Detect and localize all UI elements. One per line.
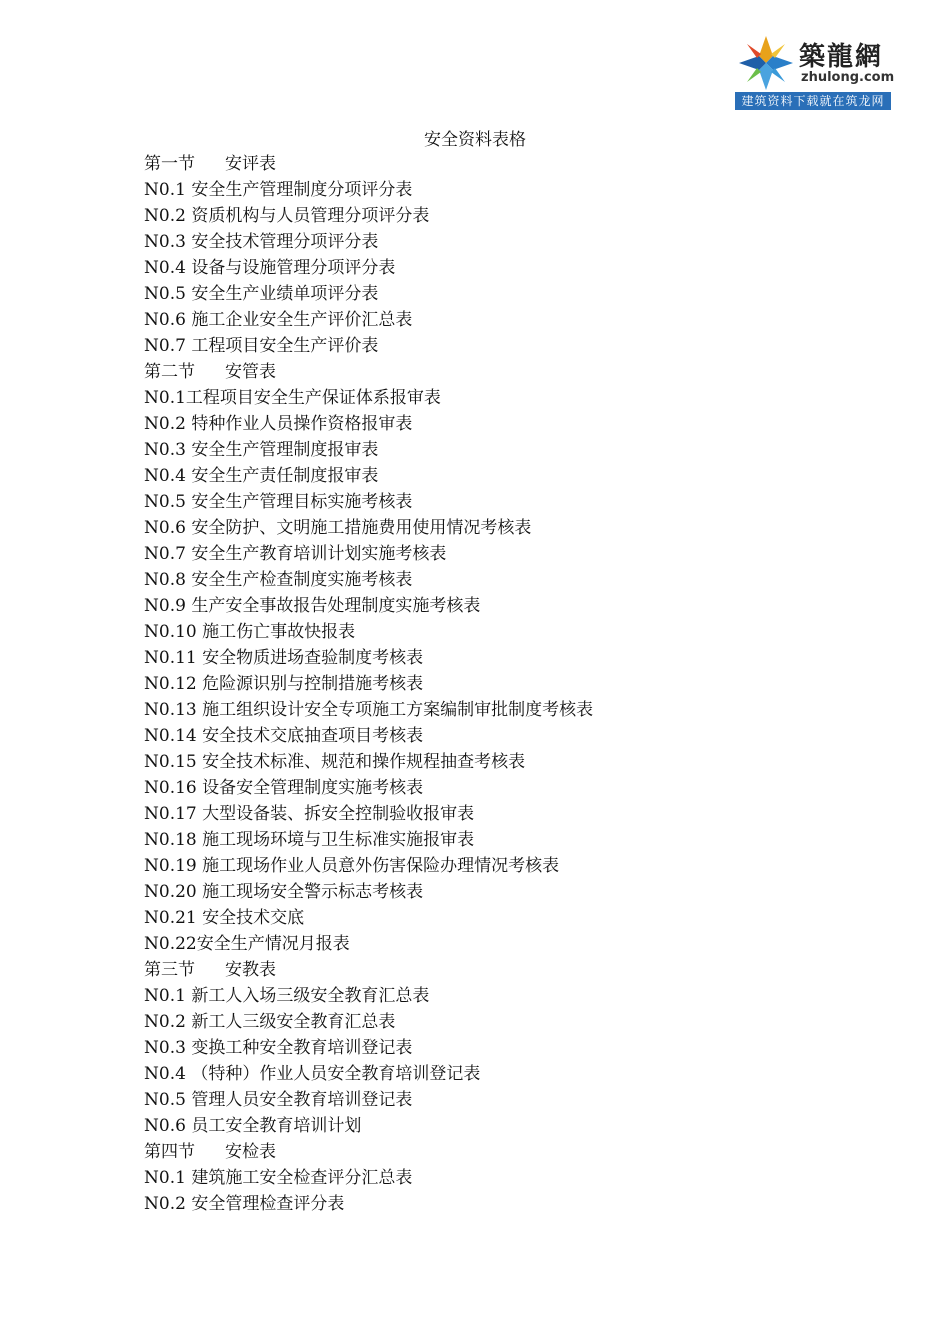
- section-heading: [144, 151, 844, 177]
- list-item: N0.18 施工现场环境与卫生标准实施报审表: [144, 830, 475, 850]
- list-item: N0.4 设备与设施管理分项评分表: [144, 258, 396, 278]
- list-item: N0.5 安全生产管理目标实施考核表: [144, 492, 413, 512]
- list-item: N0.16 设备安全管理制度实施考核表: [144, 778, 424, 798]
- section-title: 安检表: [225, 1142, 276, 1162]
- list-item: N0.5 安全生产业绩单项评分表: [144, 284, 379, 304]
- list-item: N0.6 施工企业安全生产评价汇总表: [144, 310, 413, 330]
- list-item: N0.17 大型设备装、拆安全控制验收报审表: [144, 804, 475, 824]
- list-item: N0.21 安全技术交底: [144, 908, 305, 928]
- list-item: N0.3 安全技术管理分项评分表: [144, 232, 379, 252]
- list-item: N0.15 安全技术标准、规范和操作规程抽查考核表: [144, 752, 526, 772]
- list-item: N0.14 安全技术交底抽查项目考核表: [144, 726, 424, 746]
- list-item: N0.1 安全生产管理制度分项评分表: [144, 180, 413, 200]
- list-item: N0.4 安全生产责任制度报审表: [144, 466, 379, 486]
- list-item: N0.3 安全生产管理制度报审表: [144, 440, 379, 460]
- list-item: N0.11 安全物质进场查验制度考核表: [144, 648, 424, 668]
- list-item: N0.20 施工现场安全警示标志考核表: [144, 882, 424, 902]
- list-item: N0.5 管理人员安全教育培训登记表: [144, 1090, 413, 1110]
- logo-site-url: zhulong.com: [801, 70, 895, 85]
- zhulong-emblem-icon: [737, 34, 795, 92]
- section-title: 安教表: [225, 960, 276, 980]
- list-item: N0.1工程项目安全生产保证体系报审表: [144, 388, 441, 408]
- section-heading: [144, 957, 844, 983]
- list-item: N0.3 变换工种安全教育培训登记表: [144, 1038, 413, 1058]
- document-title: 安全资料表格: [424, 130, 526, 150]
- table-of-contents: [144, 151, 844, 1217]
- list-item: N0.1 建筑施工安全检查评分汇总表: [144, 1168, 413, 1188]
- section-number: 第四节: [144, 1142, 195, 1162]
- logo-brand-name: 築龍網: [799, 42, 884, 72]
- zhulong-logo: [735, 32, 895, 110]
- list-item: N0.4 （特种）作业人员安全教育培训登记表: [144, 1064, 481, 1084]
- list-item: N0.13 施工组织设计安全专项施工方案编制审批制度考核表: [144, 700, 594, 720]
- list-item: N0.2 新工人三级安全教育汇总表: [144, 1012, 396, 1032]
- section-heading: [144, 359, 844, 385]
- list-item: N0.8 安全生产检查制度实施考核表: [144, 570, 413, 590]
- list-item: N0.19 施工现场作业人员意外伤害保险办理情况考核表: [144, 856, 560, 876]
- list-item: N0.6 安全防护、文明施工措施费用使用情况考核表: [144, 518, 532, 538]
- list-item: N0.2 安全管理检查评分表: [144, 1194, 345, 1214]
- section-number: 第一节: [144, 154, 195, 174]
- section-heading: [144, 1139, 844, 1165]
- list-item: N0.2 特种作业人员操作资格报审表: [144, 414, 413, 434]
- section-title: 安管表: [225, 362, 276, 382]
- list-item: N0.9 生产安全事故报告处理制度实施考核表: [144, 596, 481, 616]
- list-item: N0.7 安全生产教育培训计划实施考核表: [144, 544, 447, 564]
- list-item: N0.10 施工伤亡事故快报表: [144, 622, 356, 642]
- section-number: 第三节: [144, 960, 195, 980]
- section-title: 安评表: [225, 154, 276, 174]
- list-item: N0.2 资质机构与人员管理分项评分表: [144, 206, 430, 226]
- list-item: N0.6 员工安全教育培训计划: [144, 1116, 362, 1136]
- list-item: N0.7 工程项目安全生产评价表: [144, 336, 379, 356]
- section-number: 第二节: [144, 362, 195, 382]
- list-item: N0.1 新工人入场三级安全教育汇总表: [144, 986, 430, 1006]
- logo-slogan: 建筑资料下载就在筑龙网: [735, 92, 891, 110]
- list-item: N0.22安全生产情况月报表: [144, 934, 350, 954]
- list-item: N0.12 危险源识别与控制措施考核表: [144, 674, 424, 694]
